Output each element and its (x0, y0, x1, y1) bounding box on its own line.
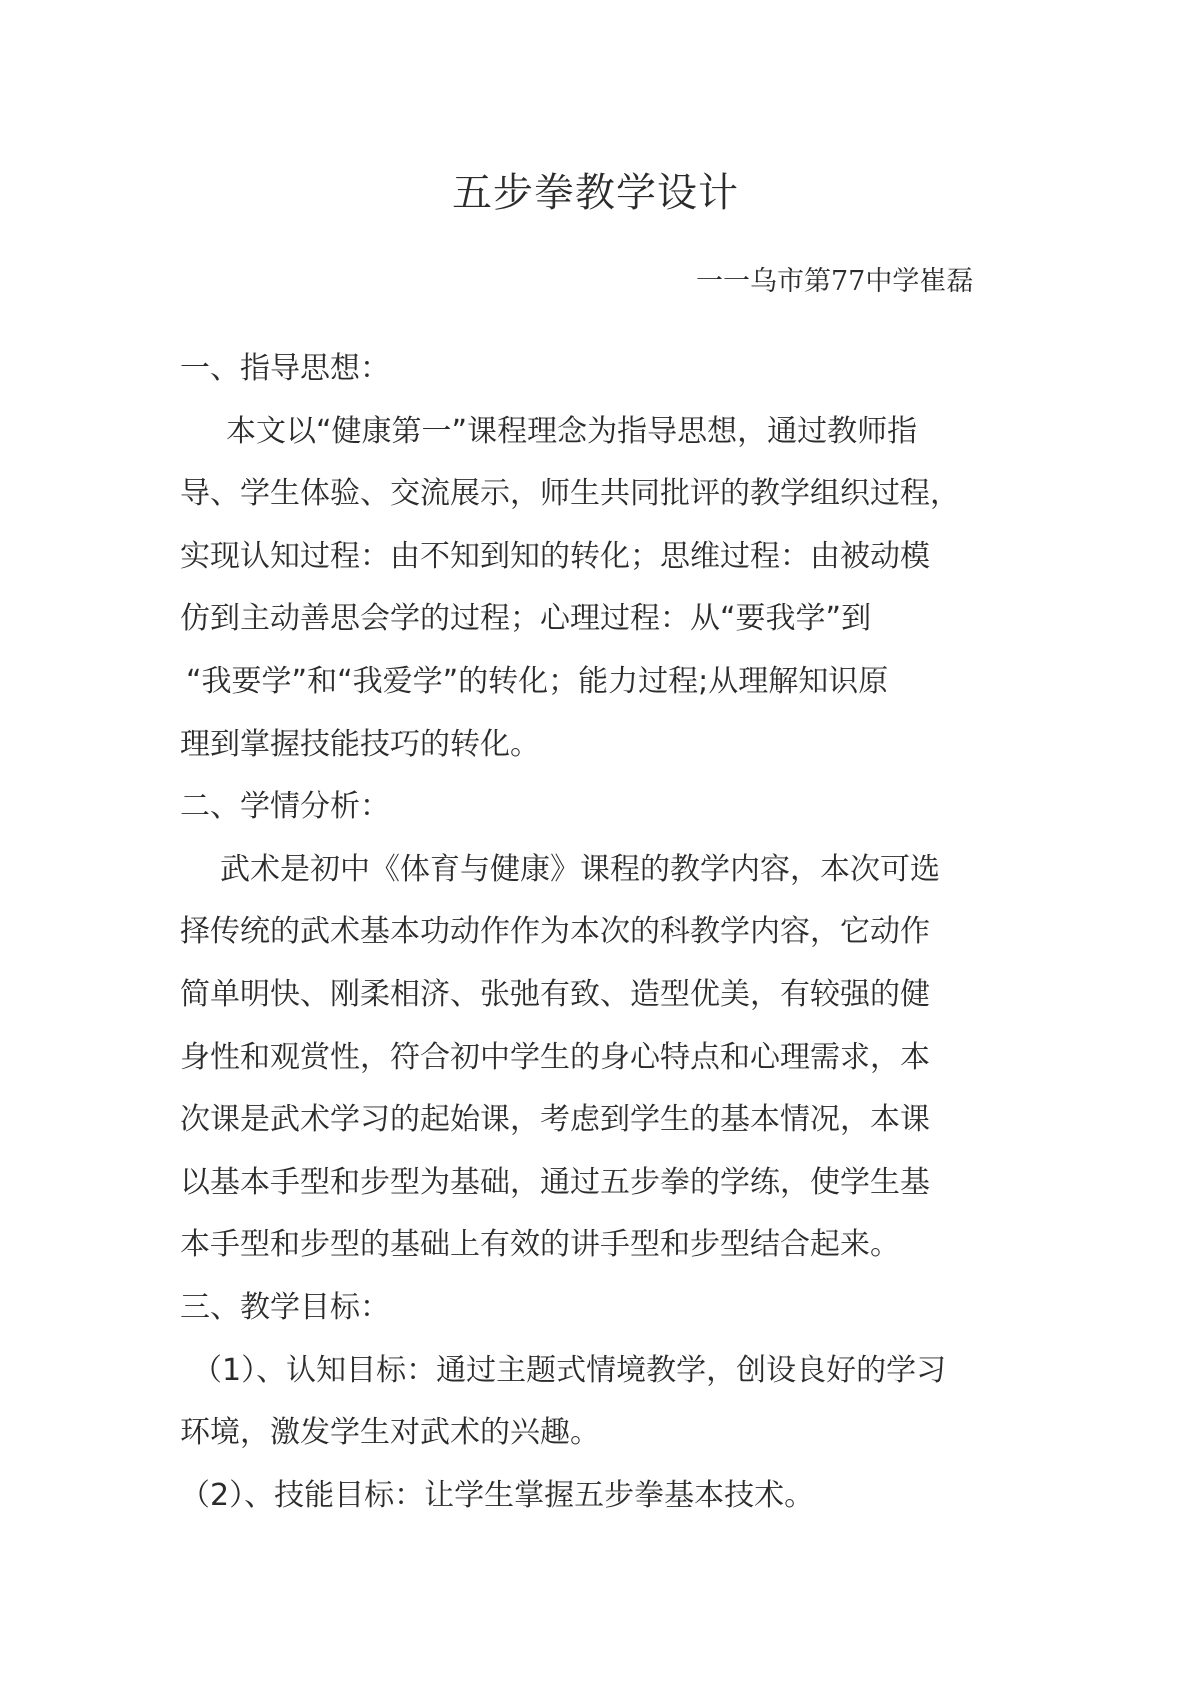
goal-line-cognitive: （1）、认知目标：通过主题式情境教学，创设良好的学习 (192, 1352, 947, 1388)
section-heading-teaching-goals: 三、教学目标： (180, 1289, 390, 1325)
document-body (180, 338, 1020, 1527)
paragraph-line: “我要学”和“我爱学”的转化；能力过程;从理解知识原 (186, 663, 889, 699)
paragraph-line: 导、学生体验、交流展示，师生共同批评的教学组织过程， (180, 476, 960, 512)
paragraph-line: 理到掌握技能技巧的转化。 (180, 726, 540, 762)
document-title: 五步拳教学设计 (452, 170, 739, 216)
paragraph-line: 以基本手型和步型为基础，通过五步拳的学练，使学生基 (180, 1164, 930, 1200)
paragraph-line: 环境，激发学生对武术的兴趣。 (180, 1415, 600, 1451)
paragraph-line: 仿到主动善思会学的过程；心理过程：从“要我学”到 (180, 601, 872, 637)
paragraph-line: 本文以“健康第一”课程理念为指导思想，通过教师指 (226, 413, 918, 449)
paragraph-line: 身性和观赏性，符合初中学生的身心特点和心理需求，本 (180, 1039, 930, 1075)
paragraph-line: 本手型和步型的基础上有效的讲手型和步型结合起来。 (180, 1227, 900, 1263)
paragraph-line: 简单明快、刚柔相济、张弛有致、造型优美，有较强的健 (180, 976, 930, 1012)
section-heading-student-analysis: 二、学情分析： (180, 789, 390, 825)
document-author: 一一乌市第77中学崔磊 (696, 266, 974, 297)
paragraph-line: 实现认知过程：由不知到知的转化；思维过程：由被动模 (180, 538, 930, 574)
paragraph-line: 武术是初中《体育与健康》课程的教学内容，本次可选 (220, 851, 940, 887)
paragraph-line: 择传统的武术基本功动作作为本次的科教学内容，它动作 (180, 914, 930, 950)
goal-line-skill: （2）、技能目标：让学生掌握五步拳基本技术。 (180, 1477, 815, 1513)
section-heading-guiding-thought: 一、指导思想： (180, 351, 390, 386)
paragraph-line: 次课是武术学习的起始课，考虑到学生的基本情况，本课 (180, 1102, 930, 1138)
